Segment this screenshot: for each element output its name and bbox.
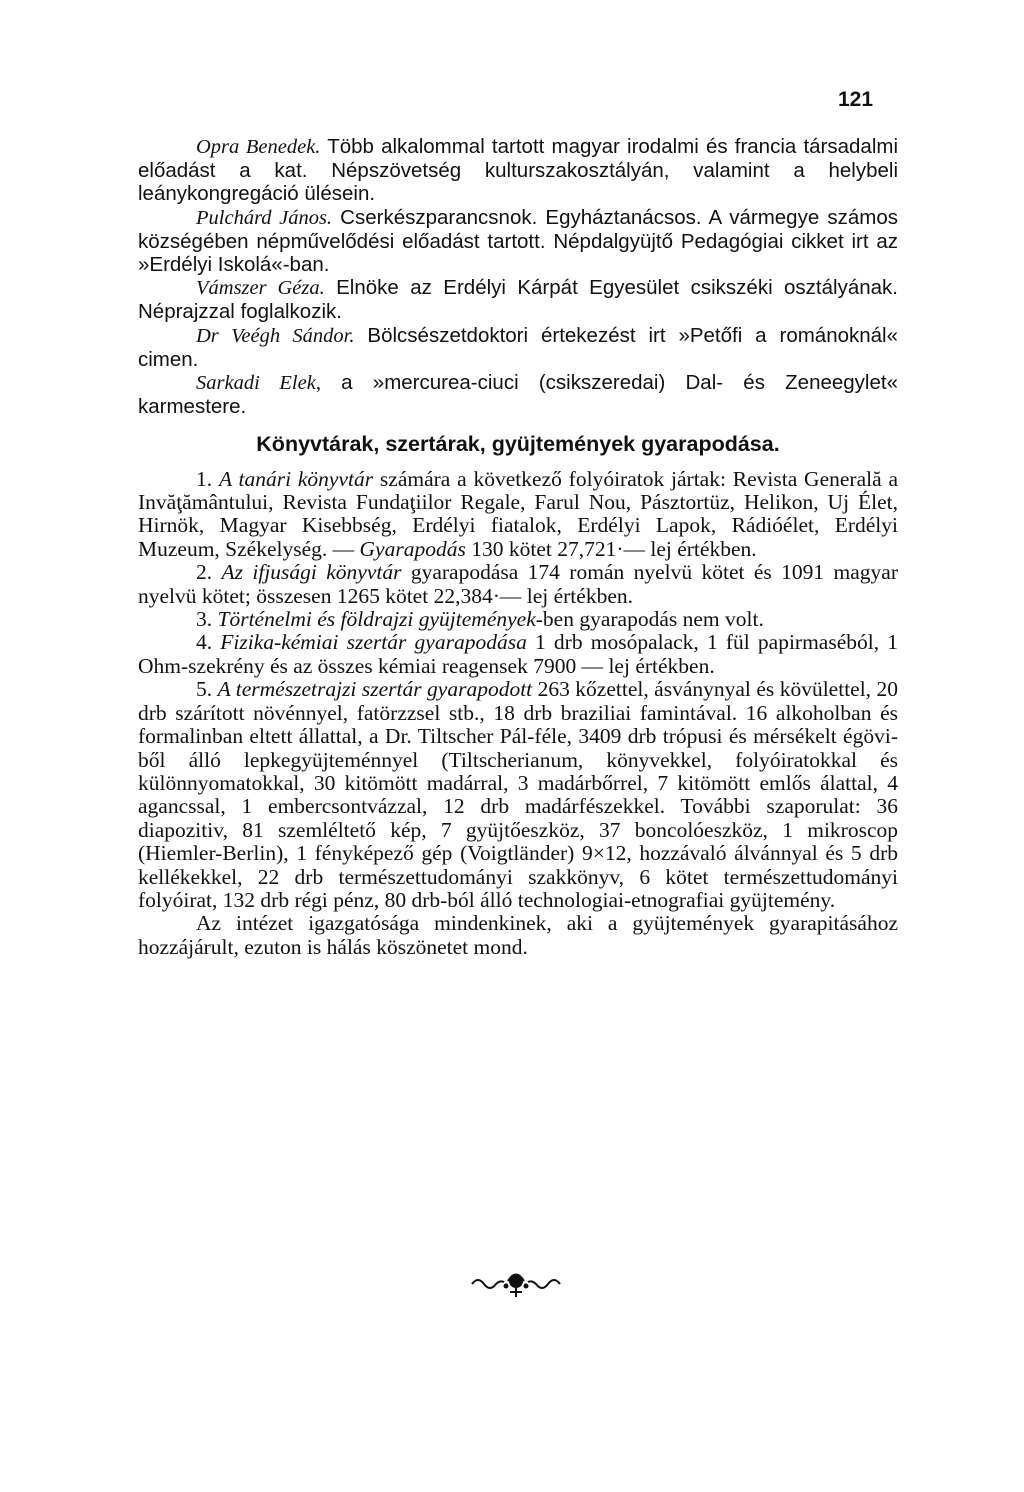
item-text: számára a következő folyóiratok jártak: Revista Generală a Invăţământului, Revista Fundaţiilor Regale, Farul Nou, Pásztortüz, Helikon, Uj Élet, Hirnök, Magyar Kisebbség, Erdélyi fiatalok, Erdélyi Lapok, Rádióélet, Erdélyi Muzeum, Székelység. —: [138, 466, 898, 561]
item-number: 5.: [196, 677, 213, 702]
entry-text: a »mercurea-ciuci (csikszeredai) Dal- és Zeneegylet« karmestere.: [138, 371, 898, 419]
closing-paragraph: Az intézet igazgatósága mindenkinek, aki a gyüjtemények gyarapitásához hozzájárult, ezuton is hálás köszönetet mond.: [138, 911, 898, 959]
item-number: 4.: [196, 630, 213, 655]
fleuron-ornament-icon: [470, 1270, 562, 1303]
entry-text: Elnöke az Erdélyi Kárpát Egyesület csikszéki osztályának. Néprajzzal foglalkozik.: [138, 276, 898, 324]
item-number: 1.: [196, 466, 213, 491]
item-title: Fizika-kémiai szertár gyarapodása: [220, 630, 527, 655]
entry-paragraph: [138, 135, 898, 206]
item-title-2: Gyarapodás: [359, 536, 466, 561]
acquisition-list: [138, 468, 898, 960]
entry-text: Cserkészparancsnok. Egyháztanácsos. A vármegye számos községében népművelődési előadást tartott. Népdalgyüjtő Pedagógiai cikket irt az »Erdélyi Iskolá«-ban.: [138, 205, 898, 277]
entry-text: Több alkalommal tartott magyar irodalmi és francia társadalmi előadást a kat. Népszövetség kulturszakosztályán, valamint a helybeli leánykongregáció ülésein.: [138, 135, 899, 206]
entry-text: Bölcsészetdoktori értekezést irt »Petőfi a románoknál« cimen.: [138, 323, 899, 371]
page-number: 121: [838, 88, 874, 111]
item-text: gyarapodása 174 román nyelvü kötet és 1091 magyar nyelvü kötet; összesen 1265 kötet 22,384·— lej értékben.: [138, 560, 898, 608]
list-item: [138, 468, 898, 562]
list-item: [138, 678, 898, 912]
entry-paragraph: [138, 324, 898, 371]
list-item: [138, 561, 898, 608]
item-text: 263 kőzettel, ásványnyal és kövülettel, 20 drb szárított növénnyel, fatörzzsel stb., 18 drb braziliai famintával. 16 alkoholban és formalinban eltett állattal, a Dr. Tiltscher Pál-féle, 3409 drb trópusi és mérsékelt égöviből álló lepkegyüjteménnyel (Tiltscherianum, könyvekkel, folyóiratokkal és különnyomatokkal, 30 kitömött madárral, 3 madárbőrrel, 7 kitömött emlős álattal, 4 agancssal, 1 embercsontvázzal, 12 drb madárfészekkel. További szaporulat: 36 diapozitiv, 81 szemléltető kép, 7 gyüjtőeszköz, 37 boncolóeszköz, 1 mikroscop (Hiemler-Berlin), 1 fényképező gép (Voigtländer) 9×12, hozzávaló álvánnyal és 5 drb kellékekkel, 22 drb természettudományi szakkönyv, 6 kötet természettudományi folyóirat, 132 drb régi pénz, 80 drb-ból álló technologiai-etnografiai gyüjtemény.: [138, 677, 899, 912]
entry-name: Pulchárd János.: [196, 206, 333, 229]
entry-name: Sarkadi Elek,: [196, 372, 321, 395]
entry-paragraph: [138, 206, 898, 277]
item-number: 2.: [196, 560, 213, 585]
entry-name: Dr Veégh Sándor.: [196, 324, 355, 347]
entry-name: Vámszer Géza.: [196, 277, 325, 300]
item-title: A természetrajzi szertár gyarapodott: [217, 677, 533, 702]
item-title: Az ifjusági könyvtár: [221, 560, 402, 585]
entry-paragraph: [138, 371, 898, 418]
page-body: [138, 135, 898, 959]
list-item: [138, 631, 898, 678]
entry-name: Opra Benedek.: [196, 136, 321, 158]
section-heading: Könyvtárak, szertárak, gyüjtemények gyarapodása.: [256, 432, 780, 457]
item-title: Történelmi és földrajzi gyüjtemények: [217, 607, 536, 632]
item-text: 1 drb mosópalack, 1 fül papirmaséból, 1 Ohm-szekrény és az összes kémiai reagensek 7900 — lej értékben.: [138, 630, 899, 678]
list-item: [138, 608, 898, 631]
item-number: 3.: [196, 607, 213, 632]
item-text: -ben gyarapodás nem volt.: [535, 607, 764, 632]
item-title: A tanári könyvtár: [218, 466, 374, 491]
item-text-2: 130 kötet 27,721·— lej értékben.: [465, 536, 757, 561]
entry-paragraph: [138, 276, 898, 323]
